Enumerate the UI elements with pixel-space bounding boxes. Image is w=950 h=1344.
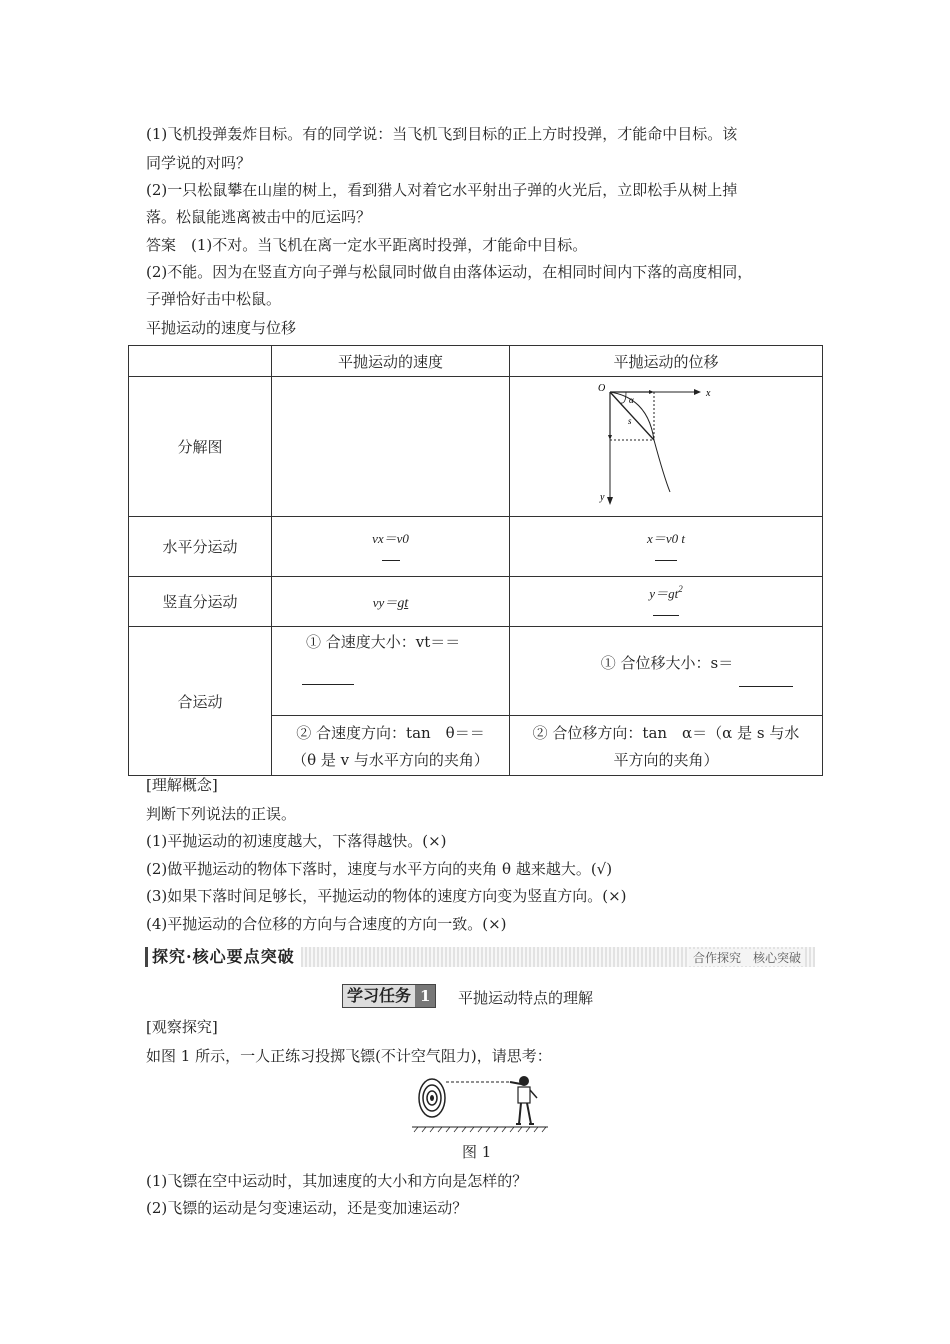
vertical-velocity-cell [272,577,510,627]
combined-displacement-size-text: ① 合位移大小：s＝ [600,653,734,672]
diagram-y-label: y [600,491,605,503]
combined-velocity-direction-cell [272,716,510,776]
diagram-origin-label: O [598,382,606,394]
row-label-combined: 合运动 [129,627,272,776]
combined-displacement-direction-line-2: 平方向的夹角） [613,750,719,769]
diagram-alpha-label: α [629,394,634,405]
displacement-diagram-cell [510,377,823,517]
row-label-horizontal: 水平分运动 [129,517,272,577]
figure-caption: 图 1 [462,1143,492,1161]
combined-velocity-size-text: ① 合速度大小：vt＝＝ [306,633,461,651]
dart-throwing-figure [410,1072,550,1136]
velocity-displacement-table [128,345,823,776]
concept-item-3: (3)如果下落时间足够长，平抛运动的物体的速度方向变为竖直方向。(×) [146,887,627,905]
header-empty-cell [129,346,272,377]
question-2-line-1: (2)一只松鼠攀在山崖的树上，看到猎人对着它水平射出子弹的火光后，立即松手从树上掉 [146,181,738,199]
answer-line-1: 答案 (1)不对。当飞机在离一定水平距离时投弹，才能命中目标。 [146,236,588,254]
horizontal-displacement-cell [510,517,823,577]
table-title: 平抛运动的速度与位移 [146,319,297,337]
horizontal-displacement-blank [655,560,677,561]
learning-task-number: 1 [415,985,435,1007]
explore-intro: 如图 1 所示，一人正练习投掷飞镖(不计空气阻力)，请思考： [146,1047,552,1065]
question-1-line-2: 同学说的对吗？ [146,154,252,172]
dartboard-icon [419,1079,445,1117]
horizontal-velocity-formula: vx＝v0 [372,531,409,546]
concept-item-4: (4)平抛运动的合位移的方向与合速度的方向一致。(×) [146,915,507,933]
section-banner-subtitle: 合作探究 核心突破 [689,949,805,966]
row-label-vertical: 竖直分运动 [129,577,272,627]
question-2-line-2: 落。松鼠能逃离被击中的厄运吗？ [146,208,372,226]
diagram-x-label: x [706,387,711,399]
answer-line-3: 子弹恰好击中松鼠。 [146,290,282,308]
horizontal-velocity-cell [272,517,510,577]
vertical-displacement-blank [653,615,679,616]
combined-displacement-size-cell [510,627,823,716]
concept-item-2: (2)做平抛运动的物体下落时，速度与水平方向的夹角 θ 越来越大。(√) [146,860,613,878]
combined-velocity-direction-line-2: （θ 是 v 与水平方向的夹角） [292,750,489,769]
learning-task-label: 学习任务 [343,985,415,1007]
header-displacement: 平抛运动的位移 [510,346,823,377]
section-banner [145,947,815,967]
thrower-person-icon [510,1076,537,1124]
vertical-displacement-cell [510,577,823,627]
vertical-displacement-formula: y＝gt [649,586,679,601]
combined-displacement-direction-cell [510,716,823,776]
vertical-velocity-prefix: vy＝ [372,594,398,610]
combined-velocity-size-blank [302,684,354,685]
velocity-diagram-cell [272,377,510,517]
concept-intro: 判断下列说法的正误。 [146,805,297,823]
learning-task-title: 平抛运动特点的理解 [458,989,594,1007]
header-velocity: 平抛运动的速度 [272,346,510,377]
combined-velocity-size-cell [272,627,510,716]
vertical-displacement-superscript: 2 [678,584,683,594]
explore-question-1: (1)飞镖在空中运动时，其加速度的大小和方向是怎样的？ [146,1172,528,1190]
learning-task-badge [342,984,436,1008]
section-banner-title: 探究·核心要点突破 [145,947,301,967]
vertical-velocity-value: gt [397,595,409,611]
concept-item-1: (1)平抛运动的初速度越大，下落得越快。(×) [146,832,447,850]
combined-velocity-direction-line-1: ② 合速度方向：tan θ＝＝ [296,723,485,742]
displacement-decomposition-diagram [596,382,736,512]
combined-displacement-direction-line-1: ② 合位移方向：tan α＝（α 是 s 与水 [532,723,800,742]
combined-displacement-size-blank [739,686,793,687]
answer-line-2: (2)不能。因为在竖直方向子弹与松鼠同时做自由落体运动，在相同时间内下落的高度相同， [146,263,753,281]
row-label-diagram: 分解图 [129,377,272,517]
explore-heading: [观察探究] [146,1018,218,1036]
question-1-line-1: (1)飞机投弹轰炸目标。有的同学说：当飞机飞到目标的正上方时投弹，才能命中目标。该 [146,125,738,143]
horizontal-displacement-formula: x＝v0 t [647,531,685,546]
diagram-s-label: s [628,415,632,426]
concept-heading: [理解概念] [146,776,218,794]
horizontal-velocity-blank [382,560,400,561]
explore-question-2: (2)飞镖的运动是匀变速运动，还是变加速运动？ [146,1199,468,1217]
